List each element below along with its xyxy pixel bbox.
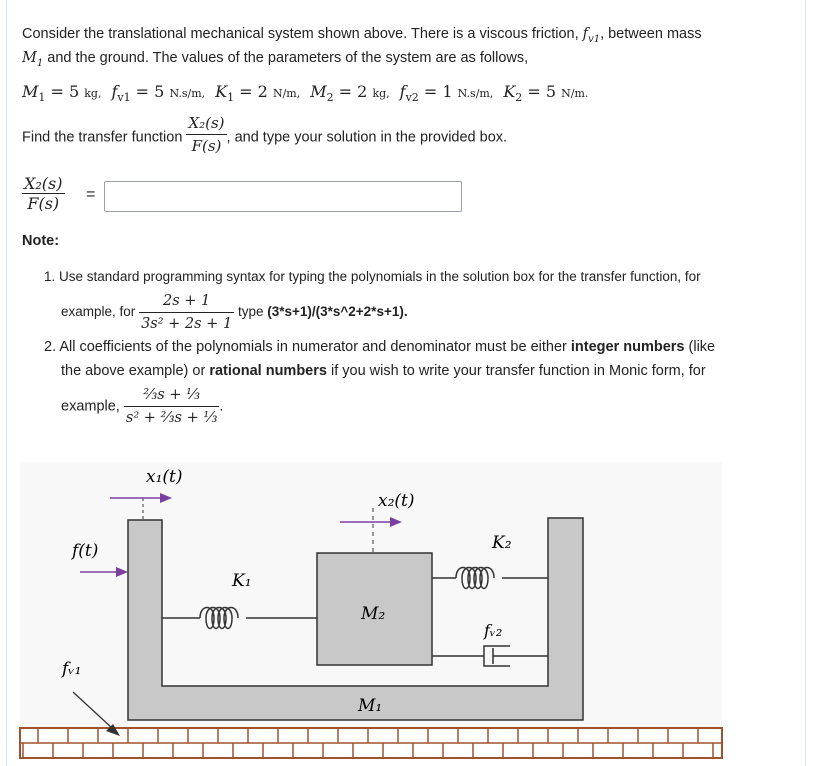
parameter-k2: $K_2 = 5$ N/m.	[503, 82, 589, 105]
parameter-list	[22, 82, 598, 104]
intro-line-1: Consider the translational mechanical system shown above. There is a viscous friction, $f_{v1}$, between mass	[22, 26, 702, 45]
answer-label: $\frac{\text{X₂(s)}}{F(s)}$	[24, 174, 63, 213]
x1-label: x₁(t)	[146, 467, 183, 487]
note-heading: Note:	[22, 233, 60, 249]
find-instruction: Find the transfer function $\frac{\text{X₂(s)}}{F(s)}$ , and type your solution in the provided box.	[22, 114, 508, 155]
k2-label: K₂	[492, 533, 512, 553]
note-item-1-line-1: 1. Use standard programming syntax for typing the polynomials in the solution box for the transfer function, for	[44, 269, 701, 284]
note-item-2-example: example, $\frac{\text{⅔s + ⅓}}{\text{s² + ⅔s + ⅓}}$ .	[61, 384, 223, 429]
parameter-k1: $K_1 = 2$ N/m,	[215, 82, 301, 105]
note-item-1-example: example, for $\frac{2s + 1}{\text{3s² + 2s + 1}}$ type (3*s+1)/(3*s^2+2*s+1).	[61, 290, 408, 335]
note-item-2-line-2: the above example) or rational numbers if you wish to write your transfer function in Monic form, for	[61, 363, 706, 379]
note-item-2-line-1: 2. All coefficients of the polynomials in numerator and denominator must be either integer numbers (like	[44, 339, 716, 355]
m1-label: M₁	[358, 696, 383, 716]
force-label: f(t)	[72, 541, 99, 561]
fv1-label: fᵥ₁	[62, 659, 82, 679]
k1-label: K₁	[232, 571, 252, 591]
ground	[20, 728, 722, 758]
solution-input[interactable]	[104, 181, 462, 212]
answer-equals: =	[86, 186, 96, 203]
syntax-example: (3*s+1)/(3*s^2+2*s+1).	[267, 304, 408, 320]
m2-label: M₂	[361, 604, 386, 624]
mechanical-system-diagram	[0, 458, 839, 766]
parameter-fv2: $f_{v2} = 1$ N.s/m,	[399, 82, 494, 105]
parameter-m1: $M_1 = 5$ kg,	[22, 82, 102, 105]
fv2-label: fᵥ₂	[484, 621, 503, 640]
parameter-fv1: $f_{v1} = 5$ N.s/m,	[111, 82, 206, 105]
x2-label: x₂(t)	[378, 491, 415, 511]
parameter-m2: $M_2 = 2$ kg,	[310, 82, 390, 105]
intro-line-2: $M_1$ and the ground. The values of the parameters of the system are as follows,	[22, 50, 529, 69]
